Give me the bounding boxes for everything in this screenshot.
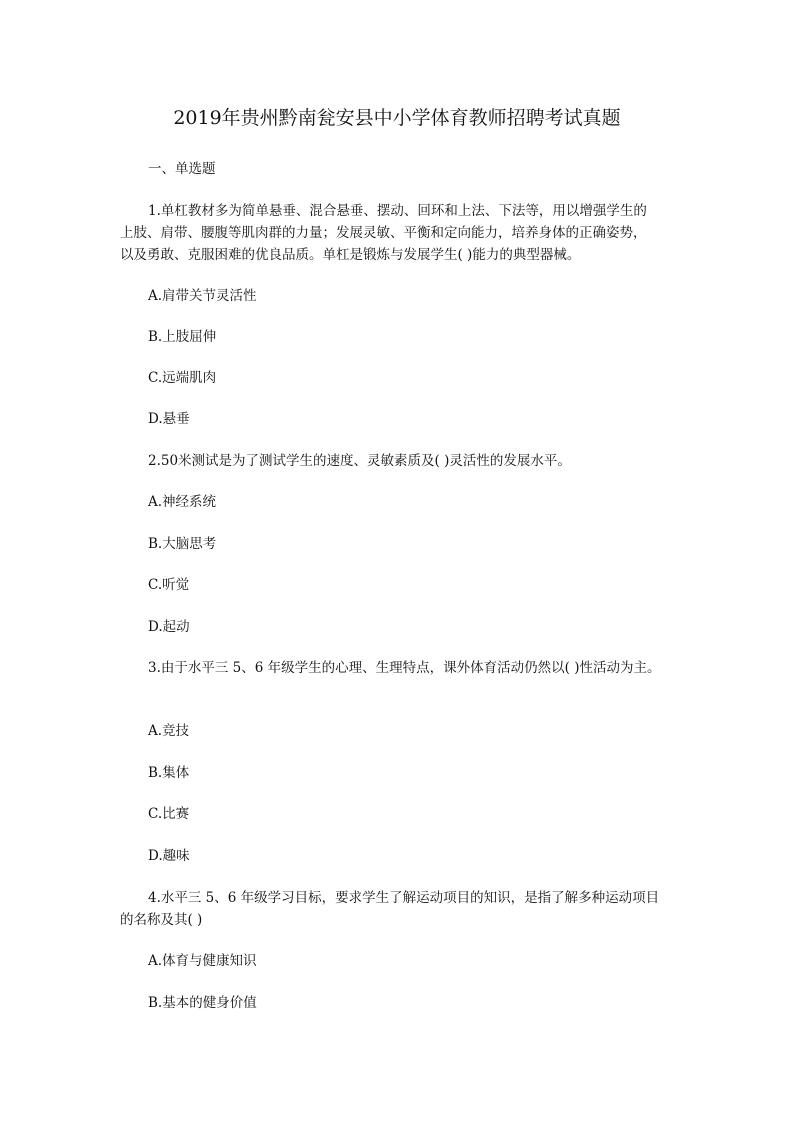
question-1-option-b: B.上肢屈伸	[148, 329, 217, 345]
question-3-option-d: D.趣味	[148, 848, 190, 864]
question-3-option-c: C.比赛	[148, 806, 190, 822]
question-1-option-c: C.远端肌肉	[148, 370, 217, 386]
question-2-option-b: B.大脑思考	[148, 536, 217, 552]
question-4-line-1: 4.水平三 5、6 年级学习目标，要求学生了解运动项目的知识，是指了解多种运动项目	[148, 890, 660, 906]
question-1-option-a: A.肩带关节灵活性	[148, 288, 257, 304]
question-4-option-a: A.体育与健康知识	[148, 953, 257, 969]
question-2-option-a: A.神经系统	[148, 494, 217, 510]
document-title: 2019年贵州黔南瓮安县中小学体育教师招聘考试真题	[173, 107, 621, 129]
section-heading: 一、单选题	[148, 161, 216, 177]
question-1-line-1: 1.单杠教材多为简单悬垂、混合悬垂、摆动、回环和上法、下法等，用以增强学生的	[148, 203, 647, 219]
question-2-option-c: C.听觉	[148, 577, 190, 593]
question-3-option-b: B.集体	[148, 765, 190, 781]
question-4-option-b: B.基本的健身价值	[148, 995, 257, 1011]
question-1-option-d: D.悬垂	[148, 411, 190, 427]
question-3-line-1: 3.由于水平三 5、6 年级学生的心理、生理特点，课外体育活动仍然以( )性活动为主。	[148, 660, 661, 676]
question-3-option-a: A.竞技	[148, 723, 190, 739]
question-4-line-2: 的名称及其( )	[120, 912, 203, 928]
question-1-line-2: 上肢、肩带、腰腹等肌肉群的力量；发展灵敏、平衡和定向能力，培养身体的正确姿势，	[120, 225, 647, 241]
question-2-option-d: D.起动	[148, 619, 190, 635]
question-2-line-1: 2.50米测试是为了测试学生的速度、灵敏素质及( )灵活性的发展水平。	[148, 453, 571, 469]
question-1-line-3: 以及勇敢、克服困难的优良品质。单杠是锻炼与发展学生( )能力的典型器械。	[120, 247, 581, 263]
